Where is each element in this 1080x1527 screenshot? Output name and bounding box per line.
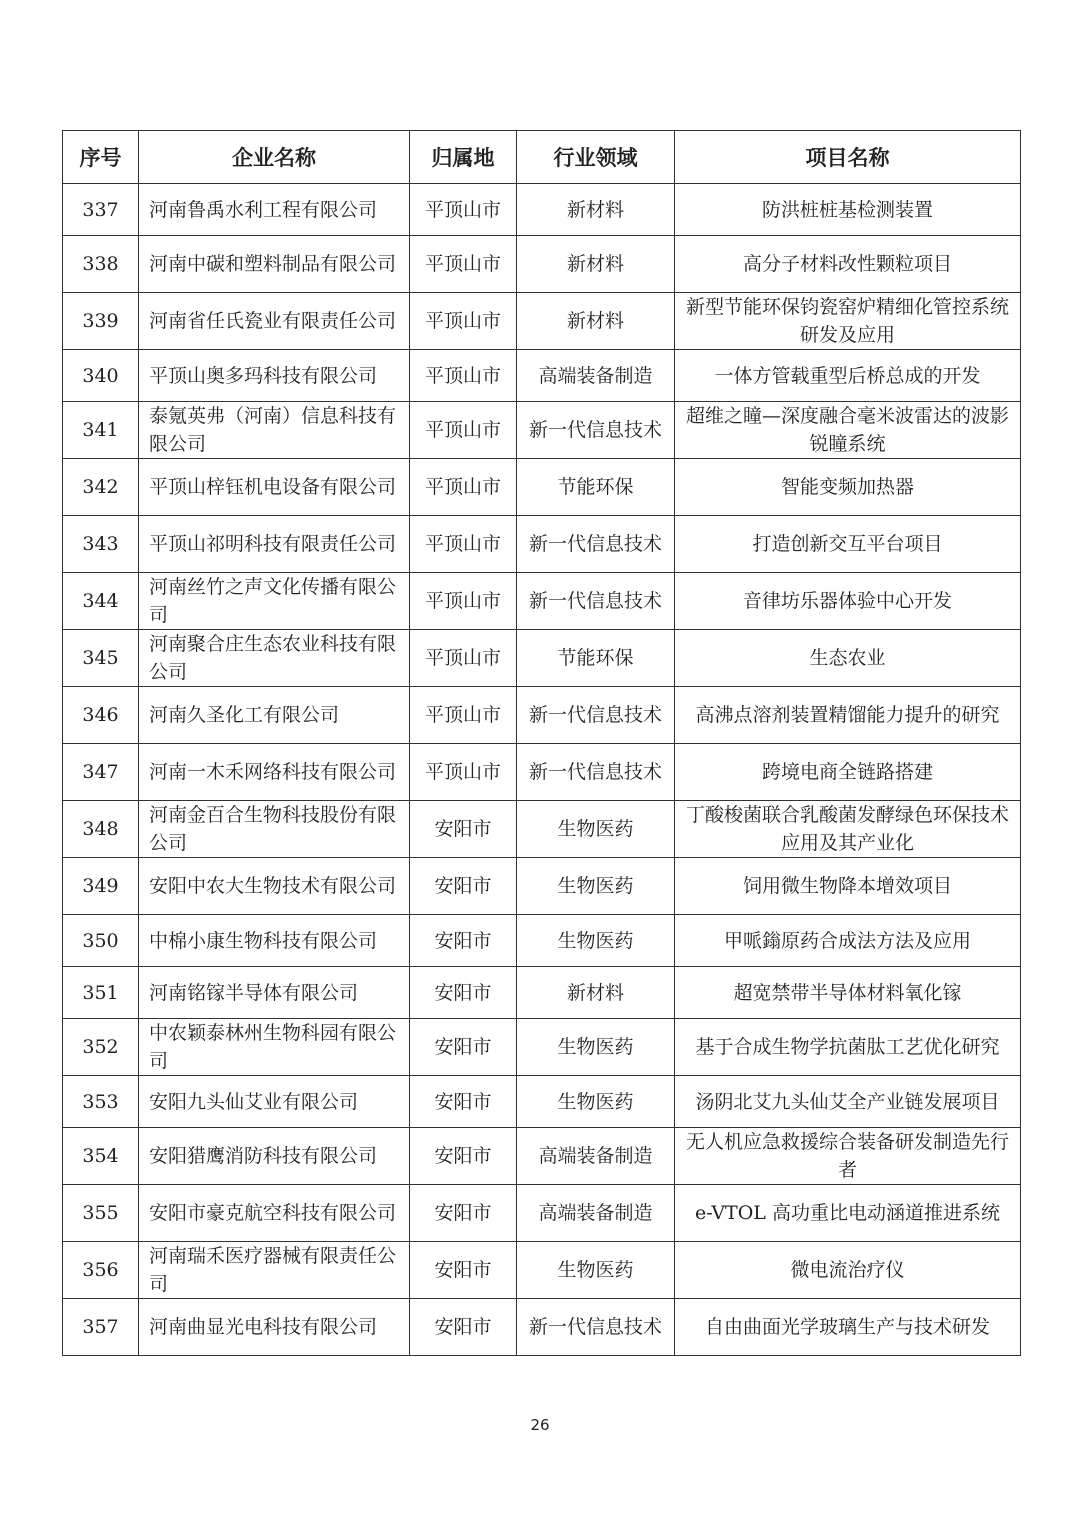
cell-no: 345 bbox=[63, 630, 139, 687]
cell-no: 349 bbox=[63, 858, 139, 915]
cell-no: 347 bbox=[63, 744, 139, 801]
cell-industry: 新一代信息技术 bbox=[517, 744, 675, 801]
cell-company: 安阳猎鹰消防科技有限公司 bbox=[139, 1128, 410, 1185]
cell-industry: 生物医药 bbox=[517, 1076, 675, 1128]
table-row bbox=[63, 293, 1021, 350]
page-number: 26 bbox=[530, 1416, 550, 1434]
table-row bbox=[63, 1076, 1021, 1128]
cell-project: 跨境电商全链路搭建 bbox=[675, 744, 1021, 801]
cell-location: 安阳市 bbox=[410, 967, 517, 1019]
table-row bbox=[63, 402, 1021, 459]
table-row bbox=[63, 459, 1021, 516]
cell-project: 音律坊乐器体验中心开发 bbox=[675, 573, 1021, 630]
cell-company: 河南鲁禹水利工程有限公司 bbox=[139, 184, 410, 236]
cell-no: 341 bbox=[63, 402, 139, 459]
cell-location: 安阳市 bbox=[410, 1242, 517, 1299]
cell-location: 平顶山市 bbox=[410, 402, 517, 459]
cell-company: 河南省任氏瓷业有限责任公司 bbox=[139, 293, 410, 350]
cell-no: 353 bbox=[63, 1076, 139, 1128]
cell-industry: 新材料 bbox=[517, 184, 675, 236]
cell-industry: 生物医药 bbox=[517, 801, 675, 858]
cell-project: 自由曲面光学玻璃生产与技术研发 bbox=[675, 1299, 1021, 1356]
cell-company: 河南曲显光电科技有限公司 bbox=[139, 1299, 410, 1356]
table-row bbox=[63, 350, 1021, 402]
table-row bbox=[63, 1128, 1021, 1185]
cell-location: 平顶山市 bbox=[410, 573, 517, 630]
cell-industry: 生物医药 bbox=[517, 915, 675, 967]
cell-industry: 生物医药 bbox=[517, 1019, 675, 1076]
cell-company: 中棉小康生物科技有限公司 bbox=[139, 915, 410, 967]
cell-company: 中农颖泰林州生物科园有限公司 bbox=[139, 1019, 410, 1076]
cell-location: 平顶山市 bbox=[410, 184, 517, 236]
table-row bbox=[63, 1185, 1021, 1242]
cell-industry: 节能环保 bbox=[517, 459, 675, 516]
cell-industry: 新一代信息技术 bbox=[517, 1299, 675, 1356]
cell-no: 342 bbox=[63, 459, 139, 516]
cell-no: 343 bbox=[63, 516, 139, 573]
cell-no: 338 bbox=[63, 236, 139, 293]
cell-no: 357 bbox=[63, 1299, 139, 1356]
cell-location: 平顶山市 bbox=[410, 293, 517, 350]
cell-industry: 新材料 bbox=[517, 236, 675, 293]
cell-project: 防洪桩桩基检测装置 bbox=[675, 184, 1021, 236]
header-project: 项目名称 bbox=[675, 131, 1021, 184]
cell-location: 安阳市 bbox=[410, 1185, 517, 1242]
cell-project: 基于合成生物学抗菌肽工艺优化研究 bbox=[675, 1019, 1021, 1076]
cell-project: 丁酸梭菌联合乳酸菌发酵绿色环保技术应用及其产业化 bbox=[675, 801, 1021, 858]
cell-industry: 新一代信息技术 bbox=[517, 687, 675, 744]
table-row bbox=[63, 1242, 1021, 1299]
cell-industry: 新材料 bbox=[517, 967, 675, 1019]
header-location: 归属地 bbox=[410, 131, 517, 184]
table-row bbox=[63, 915, 1021, 967]
cell-company: 河南聚合庄生态农业科技有限公司 bbox=[139, 630, 410, 687]
cell-company: 河南久圣化工有限公司 bbox=[139, 687, 410, 744]
cell-industry: 节能环保 bbox=[517, 630, 675, 687]
cell-location: 安阳市 bbox=[410, 915, 517, 967]
cell-industry: 新一代信息技术 bbox=[517, 573, 675, 630]
cell-location: 平顶山市 bbox=[410, 350, 517, 402]
cell-location: 平顶山市 bbox=[410, 687, 517, 744]
cell-location: 安阳市 bbox=[410, 1019, 517, 1076]
table-header-row bbox=[63, 131, 1021, 184]
cell-company: 河南金百合生物科技股份有限公司 bbox=[139, 801, 410, 858]
table-row bbox=[63, 573, 1021, 630]
cell-project: 高分子材料改性颗粒项目 bbox=[675, 236, 1021, 293]
cell-industry: 生物医药 bbox=[517, 858, 675, 915]
cell-project: 超宽禁带半导体材料氧化镓 bbox=[675, 967, 1021, 1019]
cell-company: 安阳市豪克航空科技有限公司 bbox=[139, 1185, 410, 1242]
cell-no: 340 bbox=[63, 350, 139, 402]
cell-project: 智能变频加热器 bbox=[675, 459, 1021, 516]
cell-no: 352 bbox=[63, 1019, 139, 1076]
cell-no: 339 bbox=[63, 293, 139, 350]
cell-company: 安阳九头仙艾业有限公司 bbox=[139, 1076, 410, 1128]
table-row bbox=[63, 801, 1021, 858]
cell-location: 安阳市 bbox=[410, 1076, 517, 1128]
cell-no: 354 bbox=[63, 1128, 139, 1185]
cell-project: e-VTOL 高功重比电动涵道推进系统 bbox=[675, 1185, 1021, 1242]
cell-no: 344 bbox=[63, 573, 139, 630]
cell-industry: 新材料 bbox=[517, 293, 675, 350]
cell-project: 无人机应急救援综合装备研发制造先行者 bbox=[675, 1128, 1021, 1185]
table-row bbox=[63, 858, 1021, 915]
cell-project: 甲哌鎓原药合成法方法及应用 bbox=[675, 915, 1021, 967]
cell-company: 平顶山梓钰机电设备有限公司 bbox=[139, 459, 410, 516]
cell-company: 河南中碳和塑料制品有限公司 bbox=[139, 236, 410, 293]
cell-no: 337 bbox=[63, 184, 139, 236]
cell-company: 平顶山祁明科技有限责任公司 bbox=[139, 516, 410, 573]
cell-project: 一体方管载重型后桥总成的开发 bbox=[675, 350, 1021, 402]
cell-project: 打造创新交互平台项目 bbox=[675, 516, 1021, 573]
cell-no: 356 bbox=[63, 1242, 139, 1299]
cell-company: 泰氪英弗（河南）信息科技有限公司 bbox=[139, 402, 410, 459]
cell-project: 汤阴北艾九头仙艾全产业链发展项目 bbox=[675, 1076, 1021, 1128]
cell-company: 平顶山奥多玛科技有限公司 bbox=[139, 350, 410, 402]
cell-location: 平顶山市 bbox=[410, 459, 517, 516]
cell-location: 平顶山市 bbox=[410, 744, 517, 801]
table-row bbox=[63, 516, 1021, 573]
cell-industry: 高端装备制造 bbox=[517, 1185, 675, 1242]
cell-location: 安阳市 bbox=[410, 1128, 517, 1185]
header-company: 企业名称 bbox=[139, 131, 410, 184]
table-row bbox=[63, 184, 1021, 236]
cell-industry: 新一代信息技术 bbox=[517, 516, 675, 573]
cell-location: 平顶山市 bbox=[410, 516, 517, 573]
cell-no: 350 bbox=[63, 915, 139, 967]
cell-no: 348 bbox=[63, 801, 139, 858]
cell-industry: 新一代信息技术 bbox=[517, 402, 675, 459]
table-row bbox=[63, 1299, 1021, 1356]
cell-no: 355 bbox=[63, 1185, 139, 1242]
cell-industry: 高端装备制造 bbox=[517, 1128, 675, 1185]
cell-company: 河南铭镓半导体有限公司 bbox=[139, 967, 410, 1019]
cell-project: 超维之瞳—深度融合毫米波雷达的波影锐瞳系统 bbox=[675, 402, 1021, 459]
cell-company: 安阳中农大生物技术有限公司 bbox=[139, 858, 410, 915]
cell-project: 新型节能环保钧瓷窑炉精细化管控系统研发及应用 bbox=[675, 293, 1021, 350]
cell-no: 346 bbox=[63, 687, 139, 744]
enterprise-project-table bbox=[62, 130, 1021, 1356]
cell-industry: 生物医药 bbox=[517, 1242, 675, 1299]
table-row bbox=[63, 630, 1021, 687]
cell-company: 河南一木禾网络科技有限公司 bbox=[139, 744, 410, 801]
cell-location: 安阳市 bbox=[410, 858, 517, 915]
cell-project: 生态农业 bbox=[675, 630, 1021, 687]
cell-project: 微电流治疗仪 bbox=[675, 1242, 1021, 1299]
table-row bbox=[63, 967, 1021, 1019]
header-industry: 行业领域 bbox=[517, 131, 675, 184]
cell-company: 河南丝竹之声文化传播有限公司 bbox=[139, 573, 410, 630]
cell-company: 河南瑞禾医疗器械有限责任公司 bbox=[139, 1242, 410, 1299]
table-row bbox=[63, 744, 1021, 801]
table-row bbox=[63, 1019, 1021, 1076]
cell-no: 351 bbox=[63, 967, 139, 1019]
cell-location: 安阳市 bbox=[410, 801, 517, 858]
header-no: 序号 bbox=[63, 131, 139, 184]
table-row bbox=[63, 687, 1021, 744]
cell-location: 平顶山市 bbox=[410, 630, 517, 687]
cell-location: 平顶山市 bbox=[410, 236, 517, 293]
cell-location: 安阳市 bbox=[410, 1299, 517, 1356]
cell-project: 高沸点溶剂装置精馏能力提升的研究 bbox=[675, 687, 1021, 744]
cell-project: 饲用微生物降本增效项目 bbox=[675, 858, 1021, 915]
cell-industry: 高端装备制造 bbox=[517, 350, 675, 402]
table-row bbox=[63, 236, 1021, 293]
